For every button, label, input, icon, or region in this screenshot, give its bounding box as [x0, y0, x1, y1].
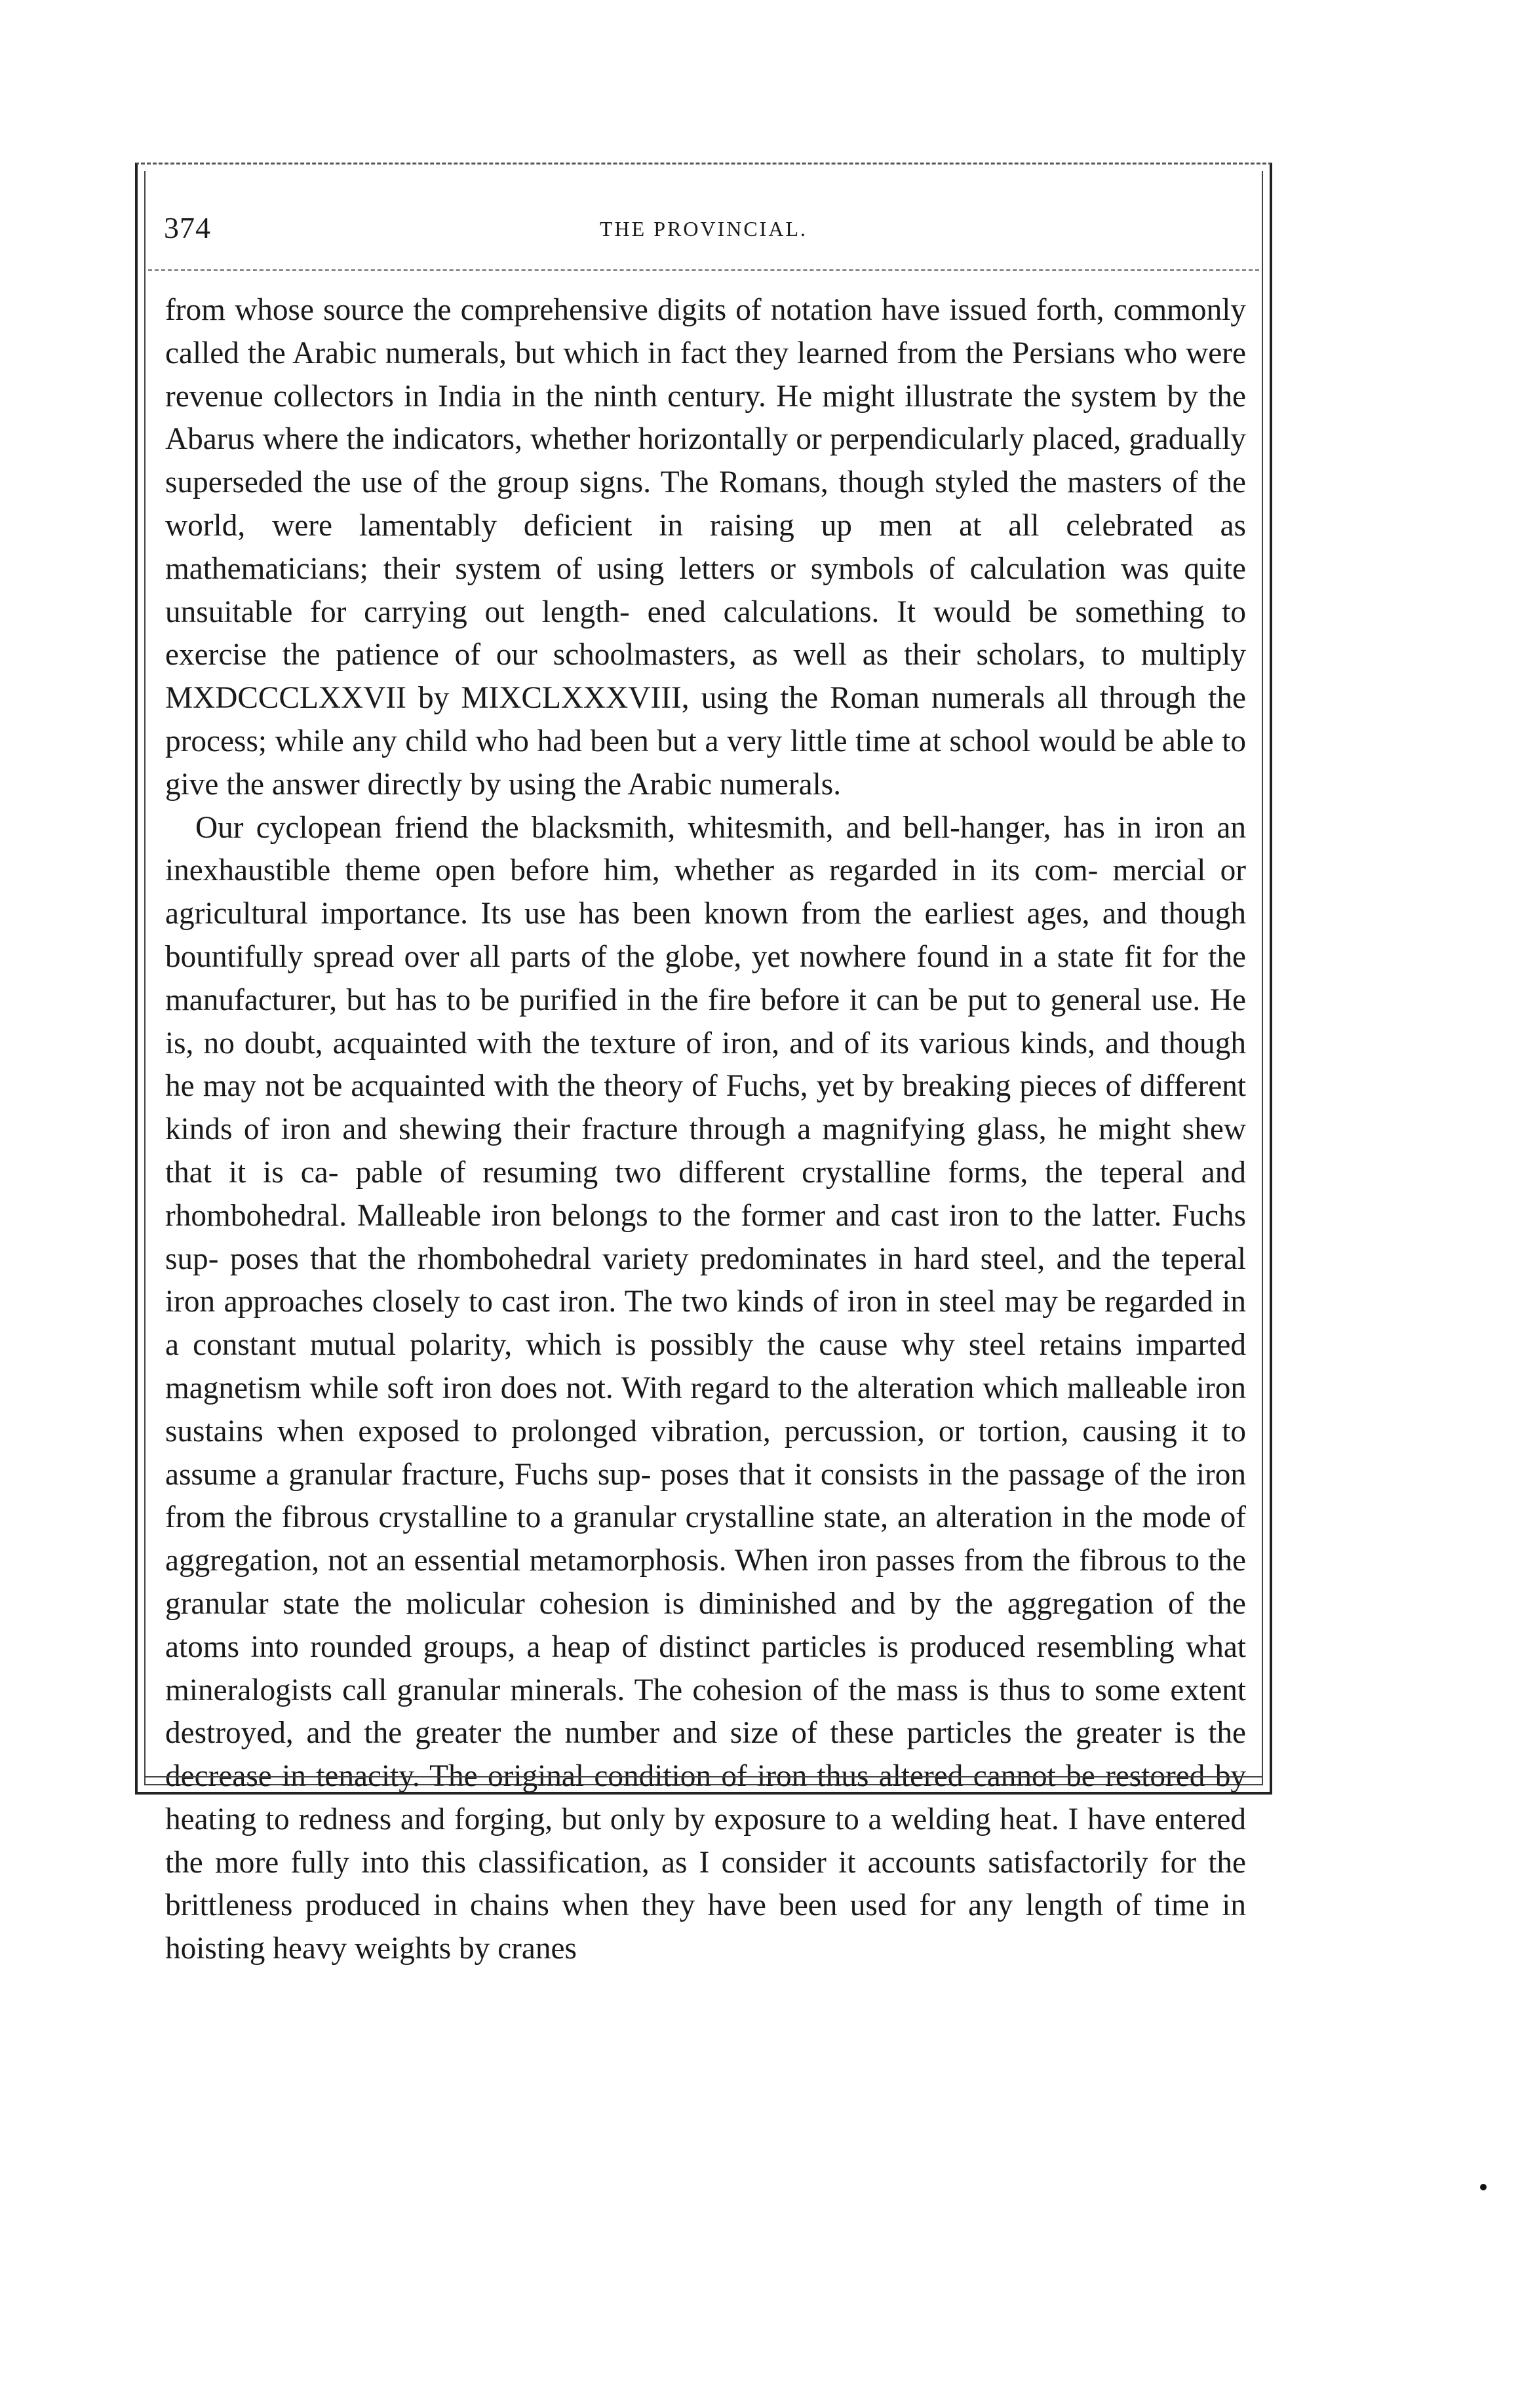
- text-line: pable of resuming two different crystalline forms, the teperal and rhombohedral.: [165, 1155, 1246, 1233]
- paragraph: [165, 807, 1246, 1971]
- text-line: essential metamorphosis. When iron passes from the fibrous to the granular: [165, 1544, 1246, 1621]
- page-number: 374: [164, 211, 211, 244]
- text-line: alteration which malleable iron sustains when exposed to prolonged vibration,: [165, 1370, 1246, 1448]
- text-line: Malleable iron belongs to the former and cast iron to the latter. Fuchs sup-: [165, 1198, 1246, 1276]
- paragraph: [165, 289, 1246, 807]
- text-line: schoolmasters, as well as their scholars, to multiply MXDCCCLXXVII by: [165, 638, 1246, 716]
- text-line: poses that it consists in the passage of the iron from the fibrous crystalline to: [165, 1457, 1247, 1535]
- text-line: The Romans, though styled the masters of the world, were lamentably deficient: [165, 465, 1246, 543]
- text-line: into rounded groups, a heap of distinct particles is produced resembling what: [250, 1629, 1246, 1664]
- text-line: a welding heat. I have entered the more fully into this classification, as I: [165, 1802, 1246, 1880]
- text-line: while any child who had been but a very little time at school would be able: [275, 724, 1214, 758]
- text-line: iron approaches closely to cast iron. The two kinds of iron in steel may be: [165, 1285, 1096, 1319]
- text-line: greater is the decrease in tenacity. The original condition of iron thus altered: [165, 1716, 1246, 1794]
- text-line: cannot be restored by heating to redness and forging, but only by exposure to: [165, 1759, 1247, 1836]
- text-line: extent destroyed, and the greater the number and size of these particles the: [165, 1673, 1246, 1751]
- running-title: THE PROVINCIAL.: [600, 217, 808, 241]
- text-line: texture of iron, and of its various kinds, and though he may not be acquainted: [165, 1026, 1247, 1104]
- text-line: MIXCLXXXVIII, using the Roman numerals all through the process;: [165, 681, 1246, 758]
- footer-rule: [144, 1776, 1263, 1777]
- text-line: regarded in a constant mutual polarity, which is possibly the cause why steel: [165, 1285, 1246, 1363]
- text-line: poses that the rhombohedral variety predominates in hard steel, and the teperal: [229, 1241, 1247, 1276]
- marginal-ink-dot: [1480, 2184, 1487, 2190]
- text-line: ages, and though bountifully spread over all parts of the globe, yet nowhere: [165, 897, 1246, 974]
- text-line: state the molicular cohesion is diminished and by the aggregation of the atoms: [165, 1586, 1246, 1664]
- text-line: to give the answer directly by using the Arabic numerals.: [165, 724, 1246, 802]
- text-line: shewing their fracture through a magnifying glass, he might shew that it is ca-: [165, 1112, 1246, 1190]
- text-line: they have been used for any length of time in hoisting heavy weights by cranes: [165, 1888, 1246, 1966]
- text-line: illustrate the system by the Abarus where the indicators, whether horizontally: [165, 379, 1246, 457]
- text-line: commonly called the Arabic numerals, but which in fact they learned from the: [165, 293, 1247, 370]
- text-line: Our cyclopean friend the blacksmith, whitesmith, and bell-hanger, has in: [195, 810, 1142, 845]
- running-head: [164, 210, 1243, 250]
- text-line: percussion, or tortion, causing it to assume a granular fracture, Fuchs sup-: [165, 1414, 1246, 1492]
- text-line: a granular crystalline state, an alteration in the mode of aggregation, not an: [165, 1500, 1247, 1578]
- text-line: iron an inexhaustible theme open before him, whether as regarded in its com-: [165, 810, 1246, 888]
- text-line: mineralogists call granular minerals. The cohesion of the mass is thus to some: [165, 1673, 1161, 1707]
- text-line: from whose source the comprehensive digits of notation have issued forth,: [165, 293, 1104, 327]
- text-line: found in a state fit for the manufacturer, but has to be purified in the fire: [165, 939, 1246, 1017]
- page-frame: [135, 163, 1272, 1966]
- text-line: with the theory of Fuchs, yet by breaking pieces of different kinds of iron and: [165, 1069, 1247, 1147]
- body-text: [165, 289, 1246, 1971]
- text-line: or perpendicularly placed, gradually superseded the use of the group signs.: [165, 422, 1246, 500]
- text-line: mercial or agricultural importance. Its use has been known from the earliest: [165, 853, 1246, 931]
- text-line: Persians who were revenue collectors in India in the ninth century. He might: [165, 336, 1247, 414]
- header-rule: [148, 269, 1259, 271]
- text-line: consider it accounts satisfactorily for the brittleness produced in chains when: [165, 1845, 1247, 1923]
- text-line: retains imparted magnetism while soft iron does not. With regard to the: [165, 1328, 1246, 1405]
- text-line: in raising up men at all celebrated as mathematicians; their system of using: [165, 508, 1246, 586]
- text-line: before it can be put to general use. He is, no doubt, acquainted with the: [165, 982, 1246, 1060]
- text-line: ened calculations. It would be something to exercise the patience of our: [165, 594, 1246, 672]
- text-line: letters or symbols of calculation was quite unsuitable for carrying out length-: [165, 551, 1246, 629]
